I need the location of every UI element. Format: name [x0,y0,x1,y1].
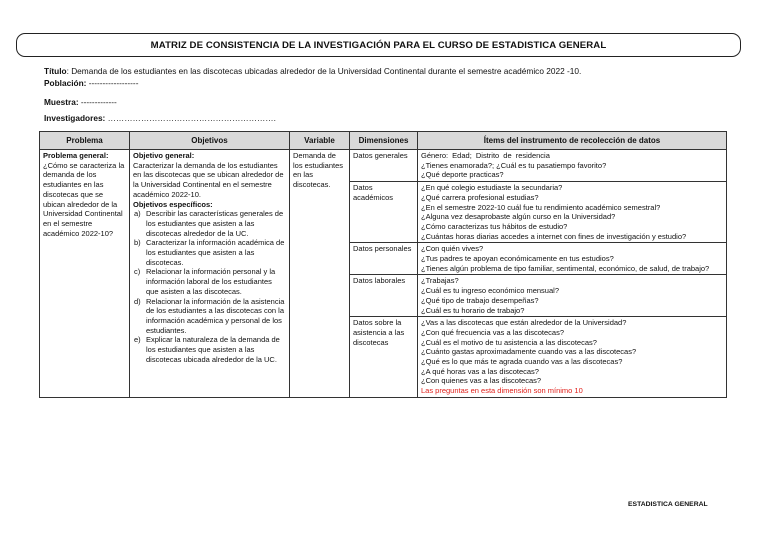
list-item: b) Caracterizar la información académica de los estudiantes que asisten a las discotecas. [134,238,285,267]
variable-cell: Demanda de los estudiantes en las discotecas. [290,150,350,398]
items-datos-academicos [418,182,727,243]
items-datos-asistencia [418,317,727,398]
problema-text: ¿Cómo se caracteriza la demanda de los estudiantes en las discotecas que se ubican alrededor de la Universidad Continental en el semestre académico 2022-10? [43,160,125,238]
items-datos-laborales [418,275,727,317]
item-question: ¿Tienes enamorada?; ¿Cuál es tu pasatiempo favorito? [421,160,607,170]
item-question: ¿Trabajas? [421,276,459,286]
header-objetivos: Objetivos [130,132,290,150]
header-variable: Variable [290,132,350,150]
dimension-datos-generales: Datos generales [350,150,418,182]
item-question: ¿Tienes algún problema de tipo familiar, sentimental, económico, de salud, de trabajo? [421,263,710,273]
objetivos-cell [130,150,290,398]
item-question: ¿Cuánto gastas aproximadamente cuando vas a las discotecas? [421,347,637,357]
investigadores-line: Investigadores: ……………………………………………………. [44,113,276,123]
item-question: ¿En el semestre 2022-10 cuál fue tu rendimiento académico semestral? [421,202,661,212]
header-problema: Problema [40,132,130,150]
objetivo-general-heading: Objetivo general: [133,151,195,160]
dimension-datos-personales: Datos personales [350,243,418,275]
item-question: Género: Edad; Distrito de residencia [421,151,550,160]
list-item: a) Describir las características generales de los estudiantes que asisten a las discotecas alrededor de la UC. [134,209,284,238]
item-question: ¿Vas a las discotecas que están alrededor de la Universidad? [421,318,627,328]
item-question: ¿Qué carrera profesional estudias? [421,192,539,202]
items-datos-personales [418,243,727,275]
item-question: ¿Cuántas horas diarias accedes a internet con fines de investigación y estudio? [421,231,687,241]
document-title: MATRIZ DE CONSISTENCIA DE LA INVESTIGACIÓN PARA EL CURSO DE ESTADISTICA GENERAL [16,33,741,57]
objetivos-especificos-heading: Objetivos específicos: [133,199,213,209]
item-question: ¿Alguna vez desaprobaste algún curso en la Universidad? [421,212,616,222]
list-item: d) Relacionar la información de la asistencia de los estudiantes a las discotecas con la información académica y personal de los estudiantes. [134,296,285,335]
item-question: ¿Con qué frecuencia vas a las discotecas? [421,327,564,337]
list-item: c) Relacionar la información personal y la información laboral de los estudiantes que asisten a las discotecas. [134,267,276,296]
item-question: ¿Cuál es el motivo de tu asistencia a las discotecas? [421,337,597,347]
objetivos-especificos-list [133,209,286,364]
problema-heading: Problema general: [43,151,109,160]
item-question: ¿Con quién vives? [421,244,484,254]
dimension-note: Las preguntas en esta dimensión son mínimo 10 [421,386,583,396]
footer-course-name: ESTADISTICA GENERAL [628,501,708,508]
objetivo-general-text: Caracterizar la demanda de los estudiantes en las discotecas que se ubican alrededor de la Universidad Continental en el semestre académico 2022-10. [133,160,284,199]
items-datos-generales [418,150,727,182]
titulo-line: Título: Demanda de los estudiantes en las discotecas ubicadas alrededor de la Universidad Continental durante el semestre académico 2022 -10. [44,66,582,76]
item-question: ¿Qué es lo que más te agrada cuando vas a las discotecas? [421,357,623,367]
dimension-datos-academicos: Datos académicos [350,182,418,243]
item-question: ¿Cuál es tu horario de trabajo? [421,305,525,315]
poblacion-line: Población: ------------------ [44,78,139,88]
header-items: Ítems del instrumento de recolección de datos [418,132,727,150]
problema-cell [40,150,130,398]
dimension-datos-laborales: Datos laborales [350,275,418,317]
table-header-row [40,132,727,150]
item-question: ¿Cómo caracterizas tus hábitos de estudio? [421,221,568,231]
muestra-line: Muestra: ------------- [44,97,117,107]
item-question: ¿Con quienes vas a las discotecas? [421,376,542,386]
list-item: e) Explicar la naturaleza de la demanda de los estudiantes que asisten a las discotecas ubicada alrededor de la UC. [134,335,280,364]
item-question: ¿Tus padres te apoyan económicamente en tus estudios? [421,254,614,264]
header-dimensiones: Dimensiones [350,132,418,150]
dimension-datos-asistencia: Datos sobre la asistencia a las discotecas [350,317,418,398]
item-question: ¿Qué tipo de trabajo desempeñas? [421,295,539,305]
item-question: ¿En qué colegio estudiaste la secundaria? [421,183,563,193]
table-row [40,150,727,182]
item-question: ¿Cuál es tu ingreso económico mensual? [421,286,559,296]
item-question: ¿A qué horas vas a las discotecas? [421,366,539,376]
item-question: ¿Qué deporte practicas? [421,170,504,180]
consistency-matrix-table [39,131,727,398]
